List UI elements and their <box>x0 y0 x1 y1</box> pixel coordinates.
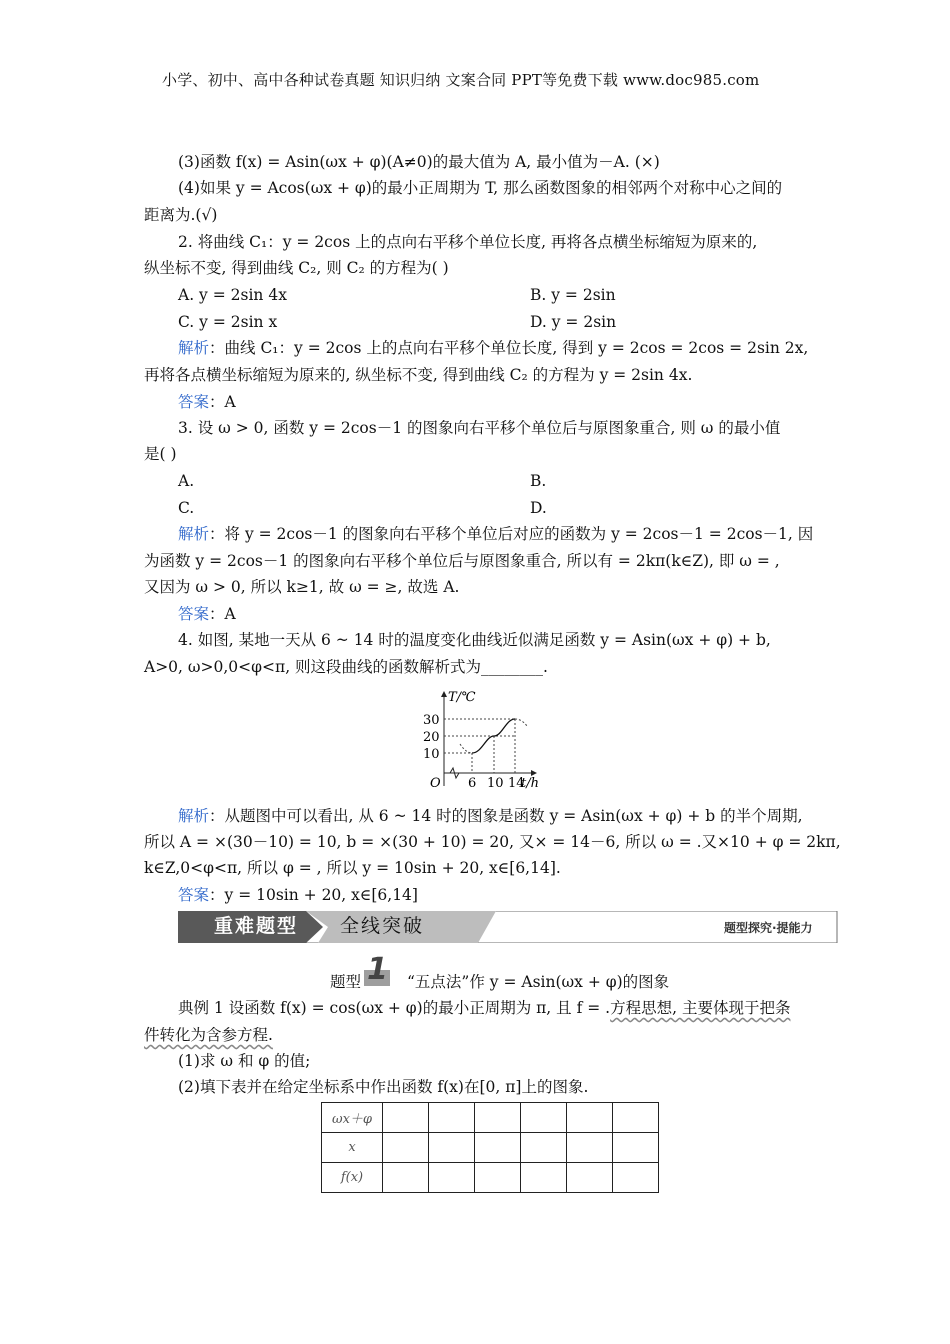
x-tick-label: 14 <box>508 776 525 791</box>
analysis-text: ：将 y = 2cos－1 的图象向右平移个单位后对应的函数为 y = 2cos－1 = 2cos－1, 因 <box>209 525 814 543</box>
question-2: 2. 将曲线 C₁：y = 2cos 上的点向右平移个单位长度, 再将各点横坐标缩短为原来的, <box>178 233 758 251</box>
text-line: 是( ) <box>144 445 177 463</box>
text-line: 再将各点横坐标缩短为原来的, 纵坐标不变, 得到曲线 C₂ 的方程为 y = 2sin 4x. <box>144 366 693 384</box>
answer-line <box>178 604 236 624</box>
answer-label: 答案 <box>178 605 210 623</box>
analysis-label: 解析 <box>178 339 210 357</box>
table-cell[interactable] <box>521 1103 567 1133</box>
topic-number-badge <box>364 952 390 988</box>
option-b: B. <box>530 472 547 490</box>
example-text: 典例 1 设函数 f(x) = cos(ωx + φ)的最小正周期为 π, 且 f = . <box>178 999 611 1017</box>
answer-text: ：A <box>209 393 236 411</box>
banner-left-text: 重难题型 <box>214 915 299 937</box>
subquestion-2: (2)填下表并在给定坐标系中作出函数 f(x)在[0, π]上的图象. <box>178 1078 589 1096</box>
option-d: D. <box>530 499 547 517</box>
table-cell[interactable] <box>567 1103 613 1133</box>
origin-label: O <box>430 776 441 791</box>
x-tick-label: 10 <box>487 776 504 791</box>
table-cell[interactable] <box>383 1103 429 1133</box>
example-note: 方程思想, 主要体现于把条 <box>610 999 791 1017</box>
answer-text: ：y = 10sin + 20, x∈[6,14] <box>209 886 418 904</box>
analysis-label: 解析 <box>178 807 210 825</box>
table-row <box>322 1103 659 1133</box>
banner-right-text: 题型探究·提能力 <box>724 921 813 935</box>
question-3: 3. 设 ω > 0, 函数 y = 2cos－1 的图象向右平移个单位后与原图象重合, 则 ω 的最小值 <box>178 419 781 437</box>
topic-label: 题型 <box>330 973 362 991</box>
table-cell[interactable] <box>567 1163 613 1193</box>
table-cell[interactable] <box>429 1163 475 1193</box>
table-cell[interactable] <box>429 1103 475 1133</box>
question-4: 4. 如图, 某地一天从 6 ~ 14 时的温度变化曲线近似满足函数 y = Asin(ωx + φ) + b, <box>178 631 771 649</box>
page-header: 小学、初中、高中各种试卷真题 知识归纳 文案合同 PPT等免费下载 www.doc985.com <box>162 71 760 89</box>
answer-line <box>178 885 418 905</box>
table-cell[interactable] <box>475 1163 521 1193</box>
analysis-line <box>178 338 808 358</box>
analysis-text: ：曲线 C₁：y = 2cos 上的点向右平移个单位长度, 得到 y = 2cos = 2cos = 2sin 2x, <box>209 339 809 357</box>
y-axis-label: T/℃ <box>448 690 476 705</box>
analysis-text: ：从题图中可以看出, 从 6 ~ 14 时的图象是函数 y = Asin(ωx + φ) + b 的半个周期, <box>209 807 803 825</box>
answer-label: 答案 <box>178 886 210 904</box>
table-header: x <box>322 1133 383 1163</box>
table-cell[interactable] <box>521 1133 567 1163</box>
text-line: (4)如果 y = Acos(ωx + φ)的最小正周期为 T, 那么函数图象的相邻两个对称中心之间的 <box>178 179 783 197</box>
table-cell[interactable] <box>383 1163 429 1193</box>
text-line: 为函数 y = 2cos－1 的图象向右平移个单位后与原图象重合, 所以有 = 2kπ(k∈Z), 即 ω = , <box>144 552 780 570</box>
example-note: 件转化为含参方程. <box>144 1026 273 1044</box>
analysis-label: 解析 <box>178 525 210 543</box>
table-cell[interactable] <box>613 1103 659 1133</box>
answer-text: ：A <box>209 605 236 623</box>
table-cell[interactable] <box>383 1133 429 1163</box>
option-a: A. <box>178 472 195 490</box>
table-header: ωx＋φ <box>322 1103 383 1133</box>
x-tick-label: 6 <box>468 776 477 791</box>
option-b: B. y = 2sin <box>530 286 616 304</box>
table-cell[interactable] <box>521 1163 567 1193</box>
table-row <box>322 1163 659 1193</box>
option-c: C. y = 2sin x <box>178 313 278 331</box>
text-line: 所以 A = ×(30－10) = 10, b = ×(30 + 10) = 20, 又× = 14－6, 所以 ω = .又×10 + φ = 2kπ, <box>144 833 841 851</box>
text-line: 距离为.(√) <box>144 206 218 224</box>
text-line: k∈Z,0<φ<π, 所以 φ = , 所以 y = 10sin + 20, x∈[6,14]. <box>144 859 561 877</box>
option-c: C. <box>178 499 195 517</box>
table-cell[interactable] <box>613 1133 659 1163</box>
topic-number: 1 <box>367 952 388 987</box>
analysis-line <box>178 806 803 826</box>
section-banner <box>178 911 838 943</box>
banner-mid-text: 全线突破 <box>340 915 425 937</box>
text-line: 又因为 ω > 0, 所以 k≥1, 故 ω = ≥, 故选 A. <box>144 578 460 596</box>
table-cell[interactable] <box>429 1133 475 1163</box>
text-line: 纵坐标不变, 得到曲线 C₂, 则 C₂ 的方程为( ) <box>144 259 449 277</box>
table-row <box>322 1133 659 1163</box>
y-tick-label: 30 <box>423 713 440 728</box>
curve-extension <box>515 719 527 726</box>
table-cell[interactable] <box>567 1133 613 1163</box>
option-d: D. y = 2sin <box>530 313 617 331</box>
temperature-graph <box>420 686 540 794</box>
topic-title: “五点法”作 y = Asin(ωx + φ)的图象 <box>407 973 670 991</box>
table-header: f(x) <box>322 1163 383 1193</box>
option-a: A. y = 2sin 4x <box>178 286 287 304</box>
table-cell[interactable] <box>613 1163 659 1193</box>
example-line <box>178 998 790 1018</box>
table-cell[interactable] <box>475 1133 521 1163</box>
subquestion-1: (1)求 ω 和 φ 的值; <box>178 1052 311 1070</box>
curve-extension <box>460 744 472 753</box>
x-axis-label: t/h <box>521 776 539 791</box>
text-line: A>0, ω>0,0<φ<π, 则这段曲线的函数解析式为________. <box>144 658 548 676</box>
answer-label: 答案 <box>178 393 210 411</box>
table-cell[interactable] <box>475 1103 521 1133</box>
analysis-line <box>178 524 813 544</box>
example-note-cont <box>144 1025 273 1045</box>
text-line: (3)函数 f(x) = Asin(ωx + φ)(A≠0)的最大值为 A, 最小值为－A. (×) <box>178 153 660 171</box>
y-tick-label: 20 <box>423 730 440 745</box>
y-tick-label: 10 <box>423 747 440 762</box>
five-point-table <box>321 1102 659 1193</box>
answer-line <box>178 392 236 412</box>
